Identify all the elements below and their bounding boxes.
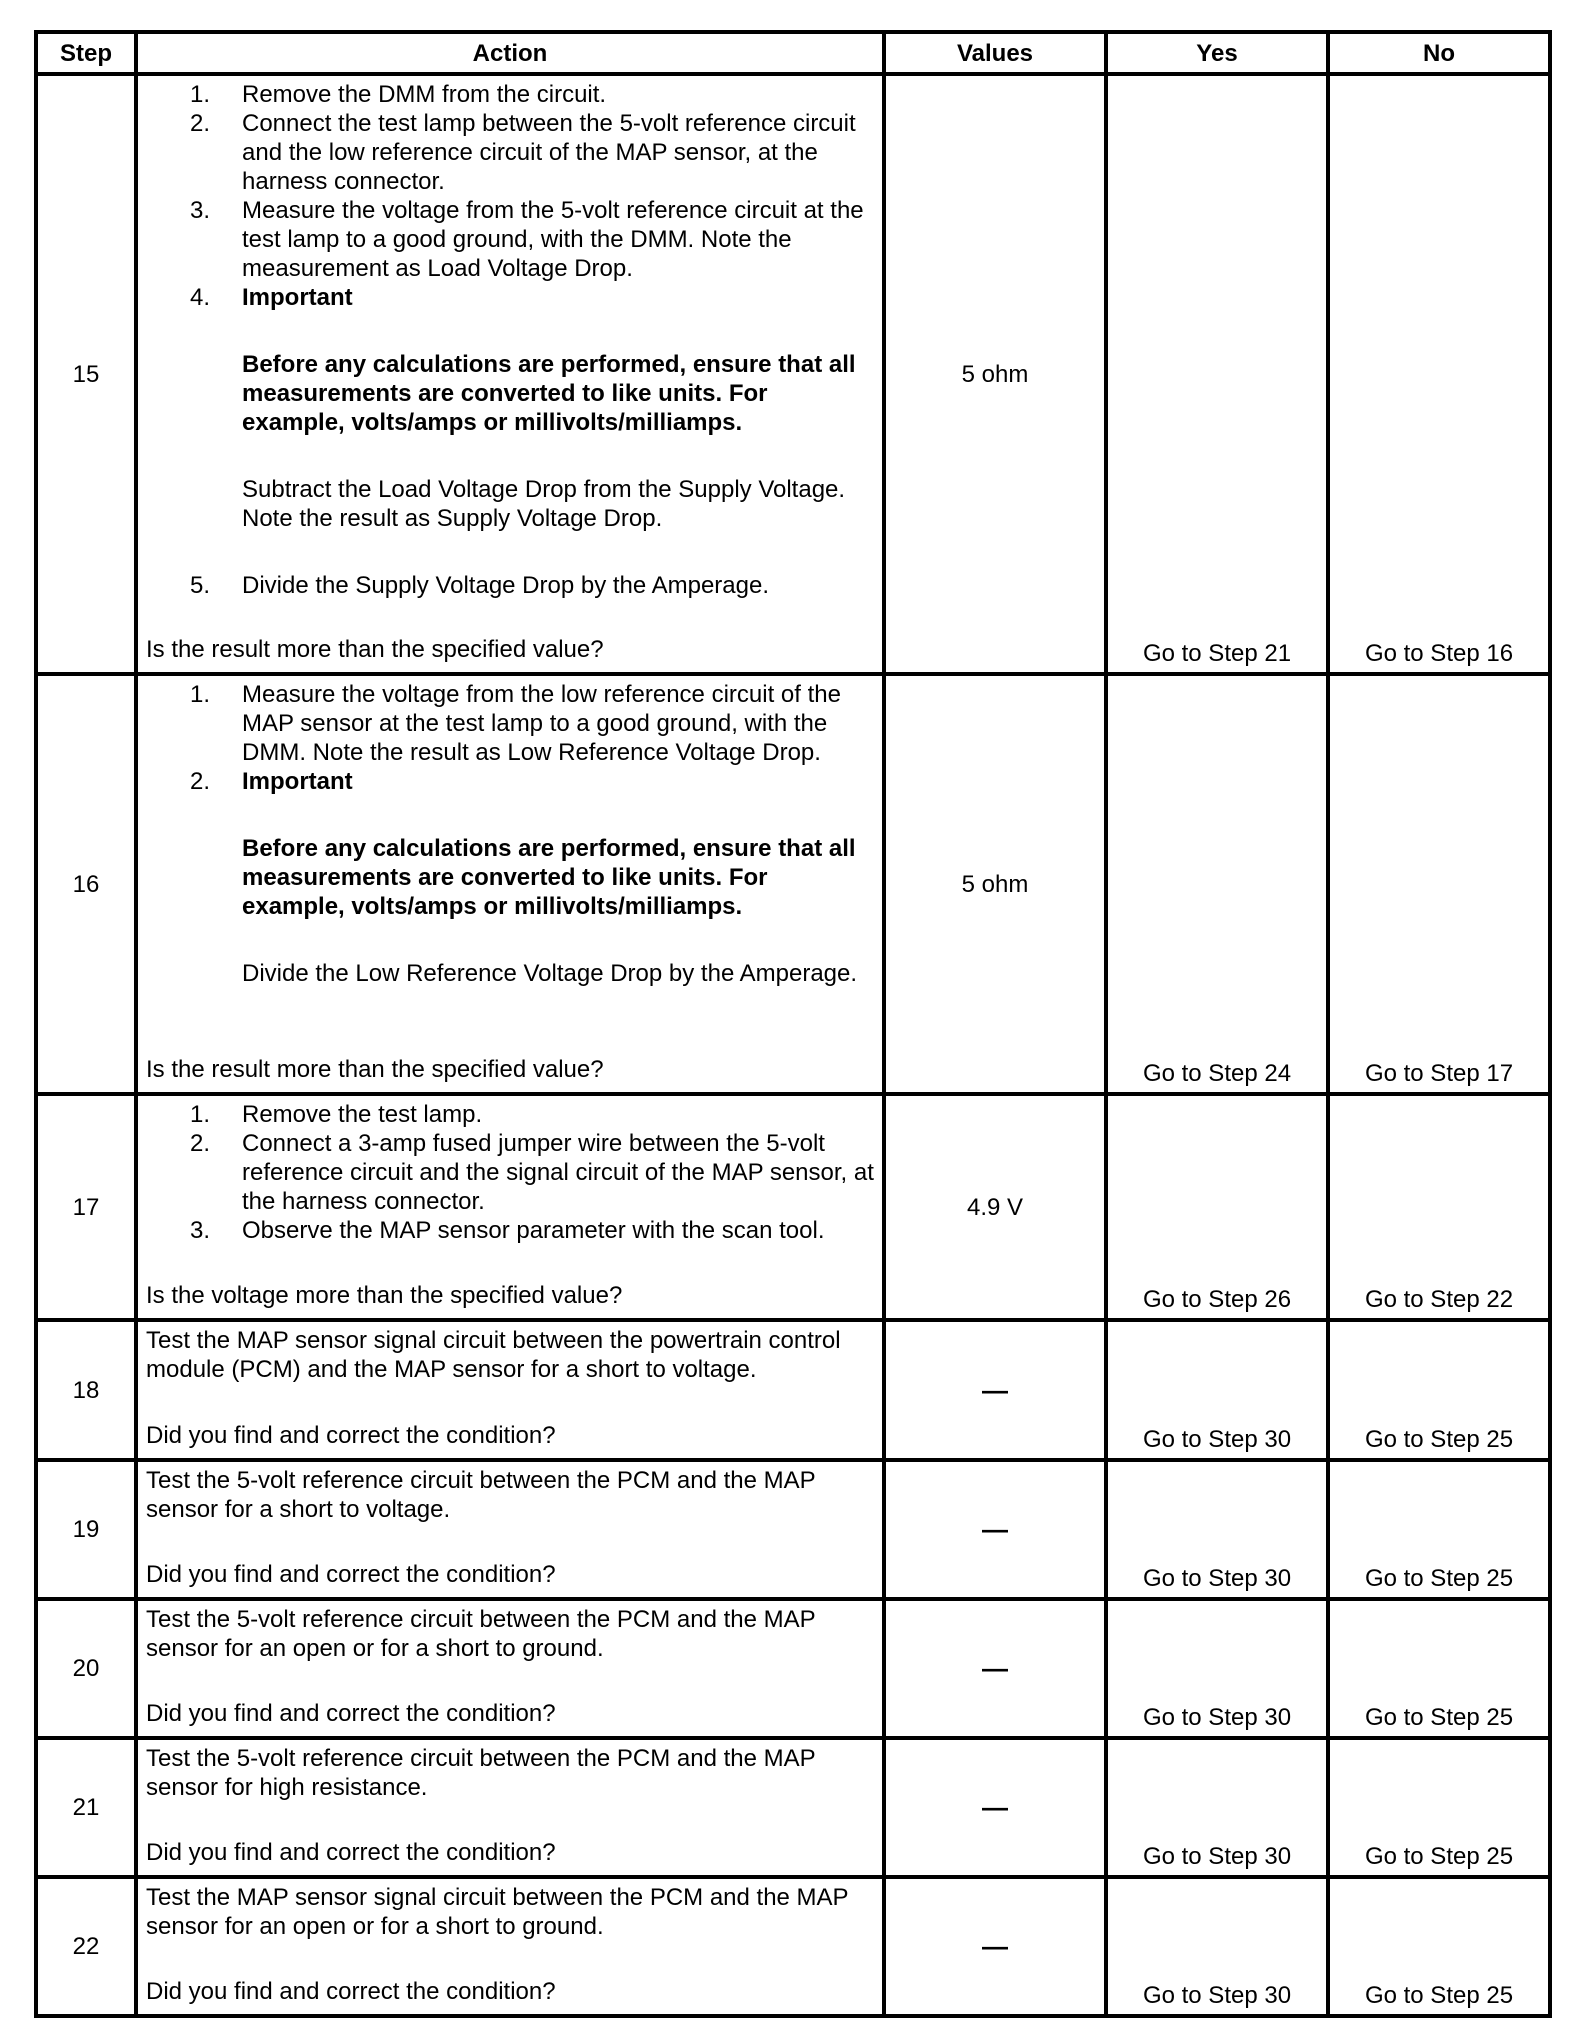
diagnostic-table bbox=[34, 30, 1552, 2018]
list-item: 3. Measure the voltage from the 5-volt reference circuit at the test lamp to a good ground, with the DMM. Note the measurement as Load Voltage Drop. bbox=[190, 197, 864, 282]
list-item: 1. Measure the voltage from the low reference circuit of the MAP sensor at the test lamp to a good ground, with the DMM. Note the result as Low Reference Voltage Drop. bbox=[190, 681, 841, 766]
important-note: Before any calculations are performed, ensure that all measurements are converted to like units. For example, volts/amps or millivolts/milliamps. bbox=[242, 835, 856, 920]
action-question: Did you find and correct the condition? bbox=[146, 1839, 556, 1866]
action-list bbox=[146, 680, 874, 988]
no-cell: Go to Step 25 bbox=[1328, 1738, 1550, 1877]
list-item: 3. Observe the MAP sensor parameter with the scan tool. bbox=[190, 1217, 825, 1244]
action-question: Is the result more than the specified value? bbox=[146, 1056, 604, 1083]
step-number: 15 bbox=[36, 74, 136, 674]
step-number: 22 bbox=[36, 1877, 136, 2016]
step-number: 21 bbox=[36, 1738, 136, 1877]
step-number: 16 bbox=[36, 674, 136, 1094]
no-cell: Go to Step 16 bbox=[1328, 74, 1550, 674]
value-cell: 5 ohm bbox=[884, 674, 1106, 1094]
table-row bbox=[36, 1599, 1550, 1738]
action-question: Is the result more than the specified value? bbox=[146, 636, 604, 663]
action-cell bbox=[136, 1877, 884, 2016]
value-cell: 4.9 V bbox=[884, 1094, 1106, 1320]
step-number: 19 bbox=[36, 1460, 136, 1599]
action-list bbox=[146, 80, 874, 600]
action-question: Did you find and correct the condition? bbox=[146, 1561, 556, 1588]
yes-cell: Go to Step 30 bbox=[1106, 1738, 1328, 1877]
action-text: Test the 5-volt reference circuit between the PCM and the MAP sensor for high resistance. bbox=[146, 1745, 816, 1801]
no-cell: Go to Step 25 bbox=[1328, 1877, 1550, 2016]
action-question: Did you find and correct the condition? bbox=[146, 1422, 556, 1449]
yes-cell: Go to Step 30 bbox=[1106, 1599, 1328, 1738]
no-cell: Go to Step 25 bbox=[1328, 1320, 1550, 1460]
table-row bbox=[36, 674, 1550, 1094]
table-row bbox=[36, 1738, 1550, 1877]
table-row bbox=[36, 1094, 1550, 1320]
important-heading: Important bbox=[242, 768, 353, 795]
value-cell: 5 ohm bbox=[884, 74, 1106, 674]
list-item: 2. Connect a 3-amp fused jumper wire between the 5-volt reference circuit and the signal circuit of the MAP sensor, at the harness connector. bbox=[190, 1130, 874, 1215]
header-no: No bbox=[1328, 32, 1550, 74]
value-cell: — bbox=[884, 1877, 1106, 2016]
list-item: 1. Remove the test lamp. bbox=[190, 1101, 483, 1128]
list-item: 1. Remove the DMM from the circuit. bbox=[190, 81, 607, 108]
value-cell: — bbox=[884, 1738, 1106, 1877]
yes-cell: Go to Step 30 bbox=[1106, 1320, 1328, 1460]
value-cell: — bbox=[884, 1320, 1106, 1460]
no-cell: Go to Step 22 bbox=[1328, 1094, 1550, 1320]
action-question: Did you find and correct the condition? bbox=[146, 1978, 556, 2005]
list-item: 4. Important Before any calculations are performed, ensure that all measurements are converted to like units. For example, volts/amps or millivolts/milliamps. Subtract the Load Voltage Drop from the Supply Voltage. Note the result as Supply Voltage Drop. bbox=[190, 283, 874, 571]
action-cell bbox=[136, 1320, 884, 1460]
action-text: Test the 5-volt reference circuit between the PCM and the MAP sensor for a short to voltage. bbox=[146, 1467, 816, 1523]
action-text: Test the MAP sensor signal circuit between the PCM and the MAP sensor for an open or for a short to ground. bbox=[146, 1884, 849, 1940]
list-item: 2. Connect the test lamp between the 5-volt reference circuit and the low reference circuit of the MAP sensor, at the harness connector. bbox=[190, 110, 856, 195]
important-note: Before any calculations are performed, ensure that all measurements are converted to like units. For example, volts/amps or millivolts/milliamps. bbox=[242, 351, 856, 436]
action-text: Test the 5-volt reference circuit between the PCM and the MAP sensor for an open or for a short to ground. bbox=[146, 1606, 816, 1662]
action-text: Test the MAP sensor signal circuit between the powertrain control module (PCM) and the MAP sensor for a short to voltage. bbox=[146, 1327, 841, 1383]
step-number: 17 bbox=[36, 1094, 136, 1320]
yes-cell: Go to Step 26 bbox=[1106, 1094, 1328, 1320]
step-number: 18 bbox=[36, 1320, 136, 1460]
yes-cell: Go to Step 30 bbox=[1106, 1877, 1328, 2016]
header-action: Action bbox=[136, 32, 884, 74]
no-cell: Go to Step 17 bbox=[1328, 674, 1550, 1094]
action-list bbox=[146, 1100, 874, 1245]
action-cell bbox=[136, 1460, 884, 1599]
action-cell bbox=[136, 674, 884, 1094]
action-cell bbox=[136, 1738, 884, 1877]
action-cell bbox=[136, 74, 884, 674]
list-item: 5. Divide the Supply Voltage Drop by the Amperage. bbox=[190, 572, 769, 599]
value-cell: — bbox=[884, 1599, 1106, 1738]
action-question: Is the voltage more than the specified value? bbox=[146, 1282, 623, 1309]
step-number: 20 bbox=[36, 1599, 136, 1738]
table-row bbox=[36, 1460, 1550, 1599]
yes-cell: Go to Step 30 bbox=[1106, 1460, 1328, 1599]
no-cell: Go to Step 25 bbox=[1328, 1460, 1550, 1599]
yes-cell: Go to Step 21 bbox=[1106, 74, 1328, 674]
table-row bbox=[36, 1877, 1550, 2016]
header-row bbox=[36, 32, 1550, 74]
important-heading: Important bbox=[242, 284, 353, 311]
value-cell: — bbox=[884, 1460, 1106, 1599]
table-row bbox=[36, 74, 1550, 674]
action-cell bbox=[136, 1599, 884, 1738]
header-step: Step bbox=[36, 32, 136, 74]
header-yes: Yes bbox=[1106, 32, 1328, 74]
yes-cell: Go to Step 24 bbox=[1106, 674, 1328, 1094]
action-question: Did you find and correct the condition? bbox=[146, 1700, 556, 1727]
table-row bbox=[36, 1320, 1550, 1460]
list-item: 2. Important Before any calculations are performed, ensure that all measurements are converted to like units. For example, volts/amps or millivolts/milliamps. Divide the Low Reference Voltage Drop by the Amperage. bbox=[190, 767, 874, 988]
header-values: Values bbox=[884, 32, 1106, 74]
no-cell: Go to Step 25 bbox=[1328, 1599, 1550, 1738]
action-cell bbox=[136, 1094, 884, 1320]
